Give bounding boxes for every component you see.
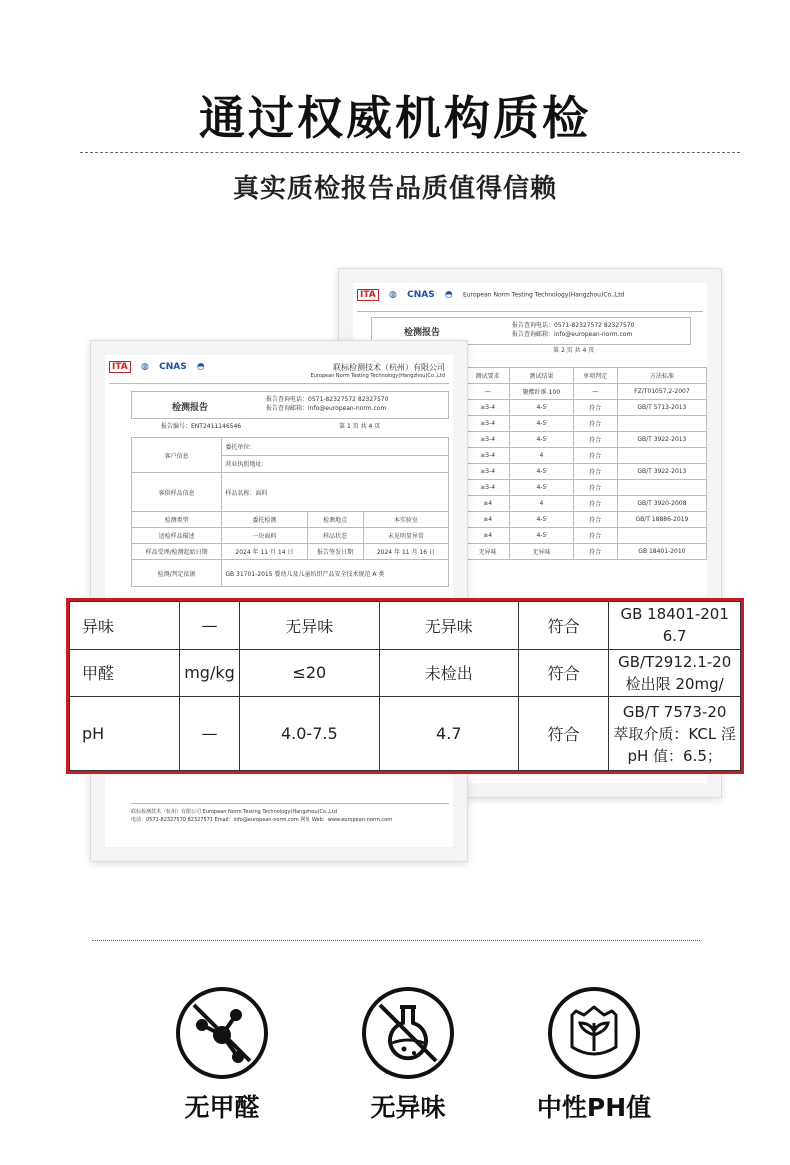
standard-line: GB/T2912.1-20 [618,652,732,671]
front-report-title: 检测报告 [172,403,209,413]
front-company-cn: 联标检测技术（杭州）有限公司 [333,363,445,372]
table-cell: ≥3-4 [466,400,510,416]
table-cell: 符合 [573,464,617,480]
company-logo-icon: ◓ [196,362,205,372]
back-report-header [357,289,703,312]
table-cell [617,480,706,496]
table-cell: GB/T 3922-2013 [617,432,706,448]
table-cell: 报告签发日期 [307,544,363,560]
front-email: 报告查询邮箱：info@european-norm.com [266,405,387,412]
table-row [132,560,449,587]
front-page-no: 第 1 页 共 4 页 [339,423,381,430]
table-cell: 符合 [573,496,617,512]
test-standard [609,649,741,697]
back-col-header: 测试结果 [510,368,573,384]
table-cell: 符合 [573,448,617,464]
table-cell: 客户信息 [132,438,222,473]
table-cell: 无异味 [510,544,573,560]
test-unit: — [180,697,240,771]
test-item: 异味 [70,602,180,650]
ilac-logo-icon: ITA [357,289,379,301]
table-cell: 4-5 [510,512,573,528]
table-cell: 符合 [573,400,617,416]
table-cell: ≥3-4 [466,432,510,448]
table-cell: 委托检测 [222,512,307,528]
table-cell: 样品状态 [307,528,363,544]
test-requirement: 4.0-7.5 [240,697,380,771]
table-cell: GB 31701-2015 婴幼儿及儿童纺织产品安全技术规范 A 类 [222,560,449,587]
back-col-header: 测试要求 [466,368,510,384]
table-cell: ≥4 [466,496,510,512]
page-subtitle: 真实质检报告品质值得信赖 [232,174,557,204]
table-cell [617,416,706,432]
table-cell: 送检样品描述 [132,528,222,544]
test-requirement: 无异味 [240,602,380,650]
table-row [70,649,741,697]
table-cell: 聚酯纤维 100 [510,384,573,400]
test-result: 4.7 [379,697,518,771]
page-title: 通过权威机构质检 [199,91,591,145]
table-cell: ≥3-4 [466,480,510,496]
front-company-en: European Norm Testing Technology(Hangzhou)Co.,Ltd [310,373,445,379]
table-cell [617,448,706,464]
test-requirement: ≤20 [240,649,380,697]
test-item: pH [70,697,180,771]
table-row [466,528,707,544]
front-report-no: 报告编号：ENT2411146546 [161,423,242,430]
table-cell: 委托单位： [222,438,449,456]
front-footer-line1: 联标检测技术（杭州）有限公司 European Norm Testing Technology(Hangzhou)Co.,Ltd [131,809,338,815]
back-contact [512,321,634,339]
table-cell: GB 18401-2010 [617,544,706,560]
table-cell: 4-5 [510,416,573,432]
back-report-title: 检测报告 [404,328,441,338]
highlight-results-table [66,598,744,774]
no-odor-icon [360,985,456,1081]
table-row [466,432,707,448]
back-report-table [465,367,707,560]
table-row [466,416,707,432]
table-cell: FZ/T01057.2-2007 [617,384,706,400]
standard-line: GB/T 7573-20 [622,702,727,721]
front-contact [266,395,388,413]
table-row [466,496,707,512]
feature-label-neutral-ph: 中性PH值 [536,1093,652,1122]
front-report-titlebox [131,391,449,419]
table-cell: 符合 [573,480,617,496]
table-cell: GB/T 3922-2013 [617,464,706,480]
table-cell: 样品名称：面料 [222,473,449,512]
standard-line: 萃取介质：KCL 淫 [613,724,736,743]
front-footer-line2: 电话：0571-82327570 82327571 Email：info@european-norm.com 网址 Web：www.european-norm.com [131,817,393,823]
table-cell: 营业执照地址： [222,455,449,473]
table-cell: GB/T 18886-2019 [617,512,706,528]
feature-label-no-odor: 无异味 [370,1093,446,1122]
table-cell: 未见明显异常 [363,528,448,544]
table-cell: GB/T 5713-2013 [617,400,706,416]
table-row [132,473,449,512]
feature-label-no-formaldehyde: 无甲醛 [184,1093,260,1122]
table-cell: ≥3-4 [466,448,510,464]
front-phone: 报告查询电话：0571-82327572 82327570 [266,396,389,403]
test-standard [609,602,741,650]
back-company-en: European Norm Testing Technology(Hangzhou)Co.,Ltd [463,291,625,299]
test-judgement: 符合 [518,649,608,697]
table-row [132,512,449,528]
back-page-no: 第 2 页 共 4 页 [553,347,595,354]
front-report-table [131,437,449,587]
back-col-header: 方法标准 [617,368,706,384]
test-result: 未检出 [379,649,518,697]
table-cell: ≥4 [466,512,510,528]
table-row [466,544,707,560]
table-cell: 符合 [573,528,617,544]
table-cell: 4-5 [510,400,573,416]
table-row [132,544,449,560]
ilac-logo-icon: ITA [109,361,131,373]
test-unit: — [180,602,240,650]
table-cell: 4 [510,448,573,464]
neutral-ph-leaf-icon [546,985,642,1081]
table-cell: ≥4 [466,528,510,544]
table-cell: 4-5 [510,480,573,496]
front-company-name [311,363,445,381]
front-report-footer [131,803,449,824]
table-cell: 检测类型 [132,512,222,528]
table-cell: 本实验室 [363,512,448,528]
back-col-header: 单项判定 [573,368,617,384]
table-cell: — [573,384,617,400]
table-cell: 样品受理/检测起始日期 [132,544,222,560]
table-cell: 无异味 [466,544,510,560]
test-judgement: 符合 [518,697,608,771]
table-cell: 一块面料 [222,528,307,544]
table-cell: 客供样品信息 [132,473,222,512]
test-standard [609,697,741,771]
table-row [466,400,707,416]
features-divider [92,940,700,941]
table-cell [617,528,706,544]
table-cell: — [466,384,510,400]
table-row [132,438,449,456]
table-cell: 符合 [573,544,617,560]
test-unit: mg/kg [180,649,240,697]
table-row [132,528,449,544]
table-cell: 检测地点 [307,512,363,528]
standard-line: 6.7 [662,627,687,646]
company-logo-icon: ◓ [444,290,453,300]
table-cell: 符合 [573,416,617,432]
cnas-logo-icon: CNAS [407,290,435,300]
mra-logo-icon: ◍ [141,362,149,372]
front-report-no-row [131,421,447,430]
table-cell: 2024 年 11 月 14 日 [222,544,307,560]
table-cell: 4 [510,496,573,512]
table-cell: ≥3-4 [466,416,510,432]
table-row [466,512,707,528]
table-cell: ≥3-4 [466,464,510,480]
no-formaldehyde-icon [174,985,270,1081]
table-row [466,480,707,496]
table-row [70,602,741,650]
table-cell: 4-5 [510,528,573,544]
table-cell: 符合 [573,512,617,528]
table-row [466,448,707,464]
test-item: 甲醛 [70,649,180,697]
table-cell: 4-5 [510,432,573,448]
table-cell: 符合 [573,432,617,448]
table-row [70,697,741,771]
table-cell: 检测/判定依据 [132,560,222,587]
back-phone: 报告查询电话：0571-82327572 82327570 [512,322,635,329]
back-email: 报告查询邮箱：info@european-norm.com [512,331,633,338]
table-cell: GB/T 3920-2008 [617,496,706,512]
test-result: 无异味 [379,602,518,650]
table-cell: 2024 年 11 月 16 日 [363,544,448,560]
table-row [466,464,707,480]
standard-line: 检出限 20mg/ [625,674,724,693]
table-row [466,384,707,400]
front-report-header [109,361,449,384]
mra-logo-icon: ◍ [389,290,397,300]
table-cell: 4-5 [510,464,573,480]
cnas-logo-icon: CNAS [159,362,187,372]
test-judgement: 符合 [518,602,608,650]
title-divider [80,152,740,153]
standard-line: pH 值：6.5； [627,746,722,765]
standard-line: GB 18401-201 [620,605,729,624]
